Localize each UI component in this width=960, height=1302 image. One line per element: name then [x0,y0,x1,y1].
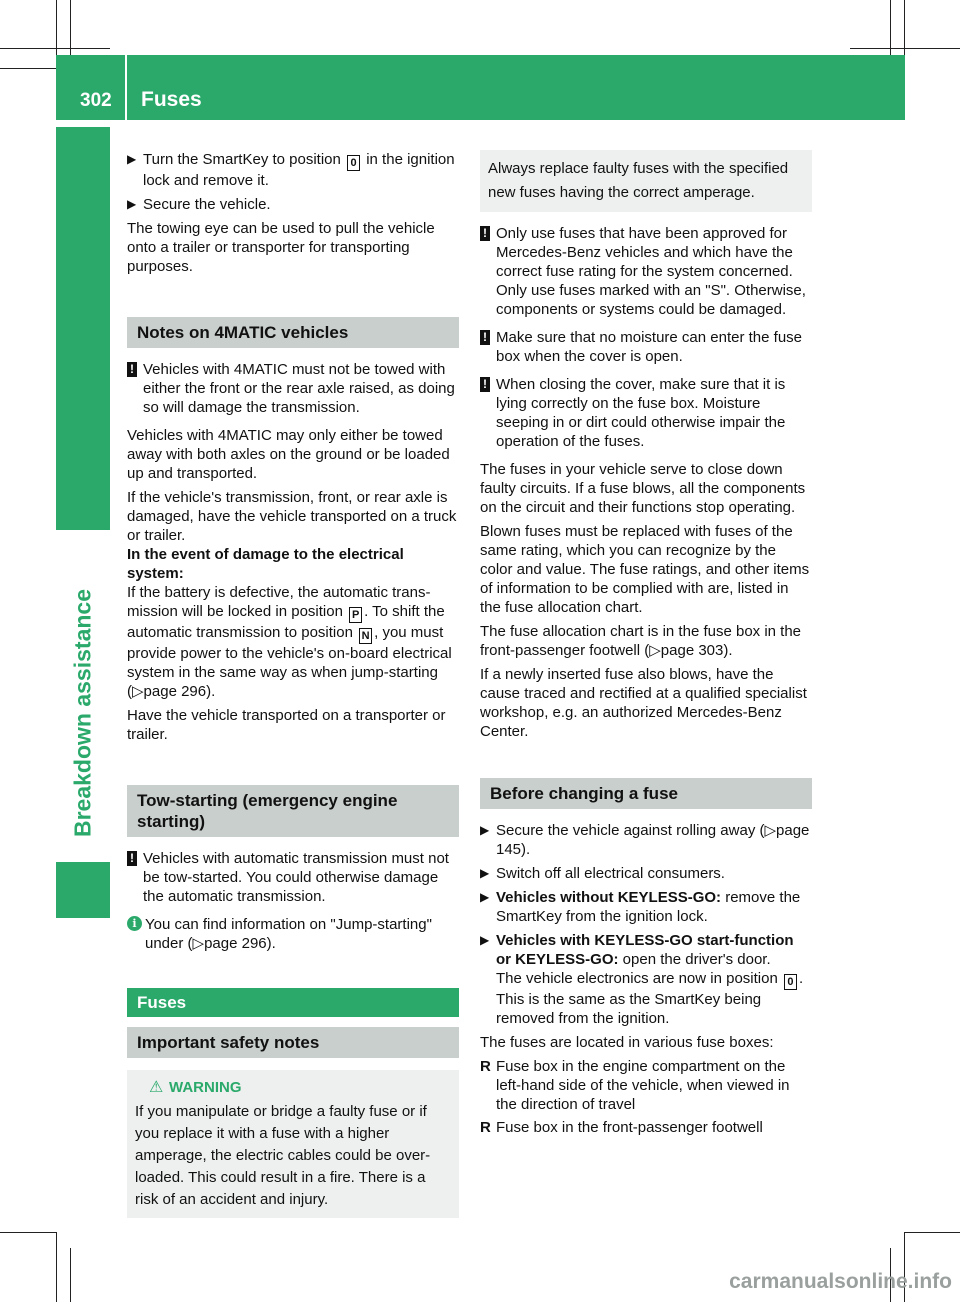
warning-title: ⚠ WARNING [135,1077,451,1099]
page-reference-link[interactable]: page 296). [204,935,276,952]
info-box: Always replace faulty fuses with the specified new fuses having the correct amperage. [480,150,812,212]
watermark-logo: carmanualsonline.info [729,1270,952,1293]
page-title: Fuses [141,88,202,111]
step-item: ▶ Vehicles with KEYLESS-GO start-function or KEYLESS-GO: open the driver's door. [480,932,794,968]
arrow-icon: ▶ [127,197,137,211]
section-heading-4matic: Notes on 4MATIC vehicles [127,317,459,348]
gear-position-icon: P [349,607,362,623]
arrow-icon: ▶ [127,152,137,166]
section-heading-tow-starting: Tow-starting (emergency engine starting) [127,785,459,837]
paragraph: Have the vehicle transported on a transporter or trailer. [127,707,446,743]
paragraph: If the vehicle's transmission, front, or rear axle is damaged, have the vehicle transported on a truck or trailer. [127,489,457,544]
caution-note: ! Vehicles with automatic transmission must not be tow-started. You could otherwise damage the automatic transmission. [127,849,459,906]
crop-mark [904,0,905,55]
exclamation-icon: ! [127,851,137,866]
warning-text: If you manipulate or bridge a faulty fuse or if you replace it with a fuse with a higher amperage, the electric cables could be overloaded. This could result in a fire. There is a risk of an accident and injury. [135,1103,431,1208]
paragraph: The vehicle electronics are now in position 0 . This is the same as the SmartKey being removed from the ignition. [496,970,804,1027]
crop-mark [56,0,57,55]
info-note: i You can find information on "Jump-starting" under (▷page 296). [127,915,459,953]
chapter-label: Breakdown assistance [69,589,96,838]
paragraph: The fuses are located in various fuse boxes: [480,1034,774,1051]
arrow-icon: ▶ [480,823,490,837]
arrow-icon: ▶ [480,866,490,880]
bullet-icon: R [480,1058,491,1075]
crop-mark [890,0,891,55]
paragraph: Blown fuses must be replaced with fuses of the same rating, which you can recognize by the color and value. The fuse ratings, and other items of information to be complied with are, listed in the fuse allocation chart. [480,523,810,616]
left-column [127,150,459,1230]
paragraph: Vehicles with 4MATIC may only either be towed away with both axles on the ground or be loaded up and transported. [127,427,450,482]
page-reference-link[interactable]: page 296). [143,683,216,700]
crop-mark [850,48,960,49]
crop-mark [0,1232,56,1233]
right-column [480,150,812,1141]
list-item: R Fuse box in the front-passenger footwell [480,1119,763,1136]
caution-note: ! Make sure that no moisture can enter the fuse box when the cover is open. [480,328,812,366]
paragraph: If a newly inserted fuse also blows, have the cause traced and rectified at a qualified specialist workshop, e.g. an authorized Mercedes-Benz Center. [480,666,807,740]
gear-position-icon: N [359,628,372,644]
paragraph: The fuses in your vehicle serve to close down faulty circuits. If a fuse blows, all the components on the circuit and their functions stop operating. [480,461,806,516]
page-ref-arrow-icon: ▷ [764,822,777,839]
page-number: 302 [80,90,112,111]
crop-mark [0,68,56,69]
chapter-tab [56,862,110,918]
section-heading-before-changing: Before changing a fuse [480,778,812,809]
exclamation-icon: ! [480,226,490,241]
section-heading-fuses: Fuses [127,988,459,1017]
list-item: R Fuse box in the engine compartment on the left-hand side of the vehicle, when viewed in the direction of travel [480,1058,790,1113]
exclamation-icon: ! [480,330,490,345]
paragraph: The fuse allocation chart is in the fuse box in the front-passenger footwell (▷page 303). [480,623,802,659]
exclamation-icon: ! [480,377,490,392]
warning-triangle-icon: ⚠ [149,1079,164,1096]
bold-heading: In the event of damage to the electrical system: [127,546,404,582]
page-reference-link[interactable]: page 145). [496,822,810,858]
crop-mark [904,1232,960,1233]
warning-box [127,1070,459,1218]
paragraph: The towing eye can be used to pull the vehicle onto a trailer or transporter for transporting purposes. [127,220,435,275]
step-item: ▶ Secure the vehicle against rolling away (▷page 145). [480,822,810,858]
section-heading-safety-notes: Important safety notes [127,1027,459,1058]
paragraph: If the battery is defective, the automatic transmission will be locked in position P . To shift the automatic transmission to position N , you must provide power to the vehicle's on-board electrical system in the same way as when jump-starting (▷page 296). [127,584,452,700]
crop-mark [0,48,110,49]
info-icon: i [127,916,142,931]
page-ref-arrow-icon: ▷ [192,935,205,952]
page-ref-arrow-icon: ▷ [649,642,661,659]
step-item: ▶ Secure the vehicle. [127,196,271,213]
caution-note: ! Only use fuses that have been approved for Mercedes-Benz vehicles and which have the correct fuse rating for the system concerned. Only use fuses marked with an "S". Otherwise, components or systems could be damaged. [480,224,812,319]
crop-mark [70,0,71,55]
crop-mark [56,1232,57,1302]
page-ref-arrow-icon: ▷ [132,683,144,700]
gear-position-icon: 0 [784,974,797,990]
exclamation-icon: ! [127,362,137,377]
gear-position-icon: 0 [347,155,360,171]
arrow-icon: ▶ [480,890,490,904]
step-item: ▶ Switch off all electrical consumers. [480,865,725,882]
arrow-icon: ▶ [480,933,490,947]
crop-mark [70,1248,71,1302]
caution-note: ! When closing the cover, make sure that it is lying correctly on the fuse box. Moisture seeping in or dirt could otherwise impair the operation of the fuses. [480,375,812,451]
step-item: ▶ Turn the SmartKey to position 0 in the ignition lock and remove it. [127,151,455,189]
bullet-icon: R [480,1119,491,1136]
page-reference-link[interactable]: page 303). [660,642,733,659]
caution-note: ! Vehicles with 4MATIC must not be towed with either the front or the rear axle raised, as doing so will damage the transmission. [127,360,459,417]
header-separator [125,55,127,120]
step-item: ▶ Vehicles without KEYLESS-GO: remove the SmartKey from the ignition lock. [480,889,801,925]
